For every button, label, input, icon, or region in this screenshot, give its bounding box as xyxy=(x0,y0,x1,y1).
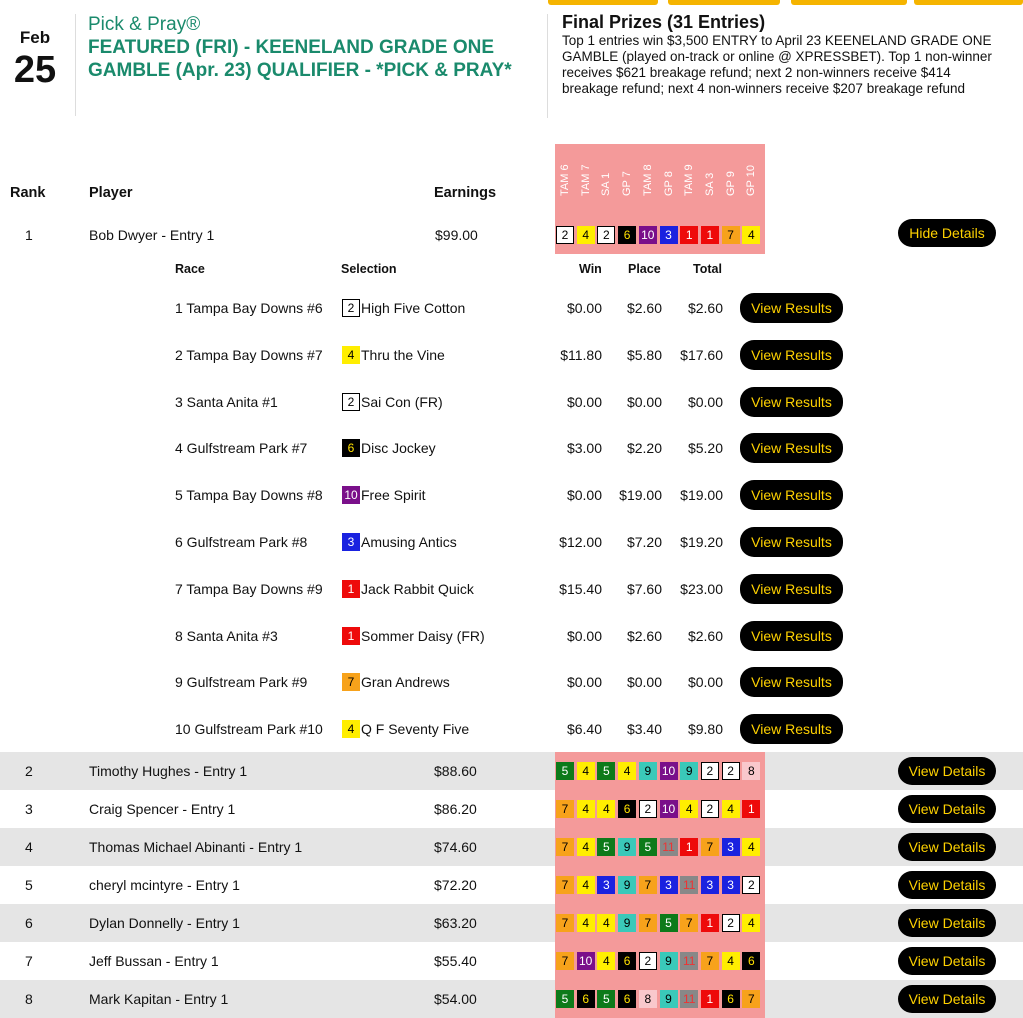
selection-horse: Gran Andrews xyxy=(361,674,450,691)
pick-number: 11 xyxy=(680,990,698,1008)
pick-number: 4 xyxy=(742,838,760,856)
race-label: GP 7 xyxy=(621,171,634,196)
view-results-button[interactable]: View Results xyxy=(740,714,843,744)
pick-number: 2 xyxy=(742,876,760,894)
pick-number: 10 xyxy=(660,762,678,780)
win-value: $0.00 xyxy=(566,674,602,691)
win-value: $15.40 xyxy=(559,580,602,597)
pick-number: 1 xyxy=(701,990,719,1008)
pick-number: 6 xyxy=(618,800,636,818)
detail-row xyxy=(0,438,1023,478)
event-date xyxy=(10,28,60,90)
leaderboard-row[interactable] xyxy=(0,904,1023,942)
total-value: $0.00 xyxy=(687,393,723,410)
picks-strip xyxy=(555,866,765,904)
detail-race: 6 Gulfstream Park #8 xyxy=(175,534,308,550)
pick-number: 5 xyxy=(660,914,678,932)
selection-horse: High Five Cotton xyxy=(361,300,466,316)
detail-row xyxy=(0,532,1023,572)
selection-number: 4 xyxy=(342,346,360,364)
race-label: TAM 9 xyxy=(683,164,696,196)
win-value: $12.00 xyxy=(559,534,602,550)
rank-value: 8 xyxy=(25,991,33,1007)
picks-strip xyxy=(555,790,765,828)
selection-number: 10 xyxy=(342,486,360,504)
earnings-value: $55.40 xyxy=(434,953,477,969)
detail-race: 2 Tampa Bay Downs #7 xyxy=(175,346,323,363)
detail-race: 8 Santa Anita #3 xyxy=(175,627,278,644)
earnings-value: $54.00 xyxy=(434,991,477,1007)
details-selection-header: Selection xyxy=(341,262,397,276)
pick-number: 5 xyxy=(597,838,615,856)
place-value: $2.60 xyxy=(626,300,662,316)
pick-number: 4 xyxy=(722,952,740,970)
leaderboard-row[interactable] xyxy=(0,980,1023,1018)
win-value: $0.00 xyxy=(566,300,602,316)
pick-number: 4 xyxy=(618,762,636,780)
view-results-button[interactable]: View Results xyxy=(740,574,843,604)
details-race-header: Race xyxy=(175,262,205,276)
rank-value: 2 xyxy=(25,763,33,779)
win-value: $6.40 xyxy=(566,721,602,738)
view-details-button[interactable]: View Details xyxy=(898,871,996,899)
pick-number: 1 xyxy=(742,800,760,818)
pick-number: 10 xyxy=(660,800,678,818)
player-name: Dylan Donnelly - Entry 1 xyxy=(89,915,240,931)
detail-race: 10 Gulfstream Park #10 xyxy=(175,721,323,738)
pick-number: 5 xyxy=(556,762,574,780)
pick-number: 7 xyxy=(556,876,574,894)
earnings-value: $72.20 xyxy=(434,877,477,893)
detail-row xyxy=(0,626,1023,666)
detail-row xyxy=(0,392,1023,432)
leaderboard-row[interactable] xyxy=(0,790,1023,828)
race-label: SA 3 xyxy=(703,172,716,196)
earnings-value: $63.20 xyxy=(434,915,477,931)
leaderboard-row[interactable] xyxy=(0,942,1023,980)
leaderboard-row[interactable] xyxy=(0,752,1023,790)
view-details-button[interactable]: View Details xyxy=(898,795,996,823)
player-name: Craig Spencer - Entry 1 xyxy=(89,801,236,817)
event-header xyxy=(88,14,528,82)
pick-number: 4 xyxy=(577,762,595,780)
place-value: $19.00 xyxy=(619,487,662,504)
prizes-title: Final Prizes (31 Entries) xyxy=(562,12,766,32)
view-results-button[interactable]: View Results xyxy=(740,340,843,370)
event-month: Feb xyxy=(19,28,51,47)
view-results-button[interactable]: View Results xyxy=(740,621,843,651)
win-value: $11.80 xyxy=(560,346,602,363)
race-label: GP 10 xyxy=(745,165,758,196)
pick-number: 1 xyxy=(680,226,698,244)
pick-number: 3 xyxy=(660,876,678,894)
top-tab-bar[interactable] xyxy=(914,0,1023,5)
view-results-button[interactable]: View Results xyxy=(740,293,843,323)
earnings-value: $99.00 xyxy=(435,227,478,243)
pick-number: 6 xyxy=(722,990,740,1008)
leaderboard-row[interactable] xyxy=(0,222,1023,248)
player-name: Thomas Michael Abinanti - Entry 1 xyxy=(89,839,303,855)
player-name: Mark Kapitan - Entry 1 xyxy=(89,991,229,1007)
earnings-value: $88.60 xyxy=(434,763,477,779)
picks-strip xyxy=(555,752,765,790)
total-value: $9.80 xyxy=(687,721,723,738)
pick-number: 1 xyxy=(701,226,719,244)
prizes-text: Top 1 entries win $3,500 ENTRY to April 23 KEENELAND GRADE ONE GAMBLE (played on-track or online @ XPRESSBET). Top 1 non-winner receives $621 breakage refund; next 2 non-winners receive $414 breakage refund; next 4 non-winners receive $207 breakage refund xyxy=(562,33,992,96)
pick-number: 9 xyxy=(680,762,698,780)
total-value: $19.20 xyxy=(680,534,723,550)
pick-number: 3 xyxy=(722,876,740,894)
rank-value: 6 xyxy=(25,915,33,931)
win-value: $0.00 xyxy=(566,393,602,410)
pick-number: 1 xyxy=(680,838,698,856)
earnings-value: $86.20 xyxy=(434,801,477,817)
detail-row xyxy=(0,672,1023,712)
selection-number: 6 xyxy=(342,439,360,457)
detail-race: 4 Gulfstream Park #7 xyxy=(175,440,308,457)
pick-number: 4 xyxy=(742,226,760,244)
view-results-button[interactable]: View Results xyxy=(740,527,843,557)
selection-number: 7 xyxy=(342,673,360,691)
pick-number: 6 xyxy=(577,990,595,1008)
pick-number: 11 xyxy=(660,838,678,856)
earnings-value: $74.60 xyxy=(434,839,477,855)
picks-strip xyxy=(555,980,765,1018)
hide-details-button[interactable]: Hide Details xyxy=(898,219,996,247)
pick-number: 6 xyxy=(618,990,636,1008)
selection-horse: Q F Seventy Five xyxy=(361,721,470,738)
pick-number: 2 xyxy=(639,952,657,970)
pick-number: 3 xyxy=(722,838,740,856)
pick-number: 7 xyxy=(722,226,740,244)
detail-row xyxy=(0,298,1023,338)
view-details-button[interactable]: View Details xyxy=(898,985,996,1013)
player-name: cheryl mcintyre - Entry 1 xyxy=(89,877,240,893)
pick-number: 2 xyxy=(701,800,719,818)
race-label: TAM 6 xyxy=(559,164,571,196)
pick-number: 3 xyxy=(701,876,719,894)
pick-number: 7 xyxy=(556,838,574,856)
pick-number: 4 xyxy=(680,800,698,818)
earnings-header: Earnings xyxy=(434,185,497,201)
race-label: GP 8 xyxy=(662,171,675,196)
pick-number: 8 xyxy=(639,990,657,1008)
selection-horse: Free Spirit xyxy=(361,487,426,504)
race-label: TAM 8 xyxy=(641,164,654,196)
leaderboard-row[interactable] xyxy=(0,866,1023,904)
selection-number: 2 xyxy=(342,393,360,411)
pick-number: 4 xyxy=(597,914,615,932)
view-details-button[interactable]: View Details xyxy=(898,947,996,975)
player-header: Player xyxy=(89,185,133,201)
event-title: FEATURED (FRI) - KEENELAND GRADE ONE GAMBLE (Apr. 23) QUALIFIER - *PICK & PRAY* xyxy=(88,37,512,81)
pick-number: 2 xyxy=(639,800,657,818)
total-value: $19.00 xyxy=(680,487,723,504)
pick-number: 2 xyxy=(701,762,719,780)
pick-number: 4 xyxy=(597,800,615,818)
view-results-button[interactable]: View Results xyxy=(740,480,843,510)
pick-number: 7 xyxy=(556,952,574,970)
pick-number: 9 xyxy=(618,876,636,894)
pick-number: 9 xyxy=(660,990,678,1008)
player-name: Bob Dwyer - Entry 1 xyxy=(89,227,215,243)
detail-race: 5 Tampa Bay Downs #8 xyxy=(175,487,323,504)
selection-number: 3 xyxy=(342,533,360,551)
pick-number: 7 xyxy=(639,876,657,894)
pick-number: 9 xyxy=(618,838,636,856)
details-total-header: Total xyxy=(693,262,722,276)
win-value: $3.00 xyxy=(566,440,602,457)
rank-value: 3 xyxy=(25,801,33,817)
detail-race: 9 Gulfstream Park #9 xyxy=(175,674,308,691)
total-value: $5.20 xyxy=(687,440,723,457)
pick-number: 6 xyxy=(618,226,636,244)
race-label: GP 9 xyxy=(724,171,737,196)
pick-number: 9 xyxy=(660,952,678,970)
pick-number: 4 xyxy=(577,800,595,818)
view-results-button[interactable]: View Results xyxy=(740,387,843,417)
player-name: Timothy Hughes - Entry 1 xyxy=(89,763,248,779)
total-value: $23.00 xyxy=(680,580,723,597)
picks-strip xyxy=(555,904,765,942)
selection-horse: Sai Con (FR) xyxy=(361,393,443,410)
divider xyxy=(75,14,76,116)
place-value: $2.20 xyxy=(626,440,662,457)
pick-number: 7 xyxy=(639,914,657,932)
selection-horse: Amusing Antics xyxy=(361,534,457,550)
pick-number: 5 xyxy=(597,990,615,1008)
pick-number: 2 xyxy=(597,226,615,244)
pick-number: 3 xyxy=(660,226,678,244)
top-tab-bar[interactable] xyxy=(548,0,658,5)
top-tab-bar[interactable] xyxy=(668,0,780,5)
pick-number: 10 xyxy=(577,952,595,970)
pick-number: 11 xyxy=(680,952,698,970)
rank-header: Rank xyxy=(10,185,46,201)
pick-number: 8 xyxy=(742,762,760,780)
view-results-button[interactable]: View Results xyxy=(740,433,843,463)
selection-number: 1 xyxy=(342,627,360,645)
detail-race: 3 Santa Anita #1 xyxy=(175,393,278,410)
total-value: $2.60 xyxy=(687,627,723,644)
picks-strip xyxy=(555,222,765,248)
place-value: $5.80 xyxy=(626,346,662,363)
view-details-button[interactable]: View Details xyxy=(898,757,996,785)
pick-number: 5 xyxy=(597,762,615,780)
place-value: $7.20 xyxy=(626,534,662,550)
top-tab-bars xyxy=(548,0,1023,5)
selection-horse: Jack Rabbit Quick xyxy=(361,580,474,597)
pick-number: 11 xyxy=(680,876,698,894)
pick-number: 9 xyxy=(618,914,636,932)
win-value: $0.00 xyxy=(566,627,602,644)
total-value: $0.00 xyxy=(687,674,723,691)
race-label: SA 1 xyxy=(600,172,613,196)
pick-number: 7 xyxy=(680,914,698,932)
place-value: $0.00 xyxy=(626,674,662,691)
pick-number: 5 xyxy=(639,838,657,856)
selection-number: 1 xyxy=(342,580,360,598)
win-value: $0.00 xyxy=(566,487,602,504)
pick-number: 4 xyxy=(597,952,615,970)
selection-number: 4 xyxy=(342,720,360,738)
pick-number: 7 xyxy=(556,800,574,818)
player-name: Jeff Bussan - Entry 1 xyxy=(89,953,219,969)
pick-number: 2 xyxy=(556,226,574,244)
pick-number: 4 xyxy=(577,226,595,244)
pick-number: 2 xyxy=(722,762,740,780)
picks-strip xyxy=(555,828,765,866)
rank-value: 7 xyxy=(25,953,33,969)
pick-number: 1 xyxy=(701,914,719,932)
pick-number: 7 xyxy=(556,914,574,932)
detail-row xyxy=(0,345,1023,385)
place-value: $3.40 xyxy=(626,721,662,738)
event-brand: Pick & Pray® xyxy=(88,14,201,35)
rank-value: 5 xyxy=(25,877,33,893)
pick-number: 6 xyxy=(618,952,636,970)
detail-row xyxy=(0,579,1023,619)
picks-strip xyxy=(555,942,765,980)
pick-number: 10 xyxy=(639,226,657,244)
view-results-button[interactable]: View Results xyxy=(740,667,843,697)
leaderboard-row[interactable] xyxy=(0,828,1023,866)
pick-number: 9 xyxy=(639,762,657,780)
selection-horse: Sommer Daisy (FR) xyxy=(361,627,485,644)
pick-number: 2 xyxy=(722,914,740,932)
top-tab-bar[interactable] xyxy=(791,0,907,5)
event-day: 25 xyxy=(13,49,57,91)
pick-number: 7 xyxy=(742,990,760,1008)
place-value: $0.00 xyxy=(626,393,662,410)
detail-race: 7 Tampa Bay Downs #9 xyxy=(175,580,323,597)
pick-number: 4 xyxy=(577,914,595,932)
selection-number: 2 xyxy=(342,299,360,317)
race-label: TAM 7 xyxy=(579,164,592,196)
total-value: $17.60 xyxy=(680,346,723,363)
pick-number: 4 xyxy=(577,876,595,894)
pick-number: 4 xyxy=(742,914,760,932)
prizes-panel xyxy=(562,12,1007,97)
pick-number: 6 xyxy=(742,952,760,970)
selection-horse: Thru the Vine xyxy=(361,346,445,363)
rank-value: 1 xyxy=(25,227,33,243)
total-value: $2.60 xyxy=(687,300,723,316)
view-details-button[interactable]: View Details xyxy=(898,833,996,861)
rank-value: 4 xyxy=(25,839,33,855)
place-value: $2.60 xyxy=(626,627,662,644)
pick-number: 7 xyxy=(701,838,719,856)
detail-race: 1 Tampa Bay Downs #6 xyxy=(175,300,323,316)
details-win-header: Win xyxy=(579,262,602,276)
details-place-header: Place xyxy=(628,262,661,276)
divider xyxy=(547,14,548,118)
pick-number: 5 xyxy=(556,990,574,1008)
pick-number: 4 xyxy=(577,838,595,856)
view-details-button[interactable]: View Details xyxy=(898,909,996,937)
place-value: $7.60 xyxy=(626,580,662,597)
pick-number: 4 xyxy=(722,800,740,818)
detail-row xyxy=(0,485,1023,525)
selection-horse: Disc Jockey xyxy=(361,440,436,457)
pick-number: 3 xyxy=(597,876,615,894)
pick-number: 7 xyxy=(701,952,719,970)
